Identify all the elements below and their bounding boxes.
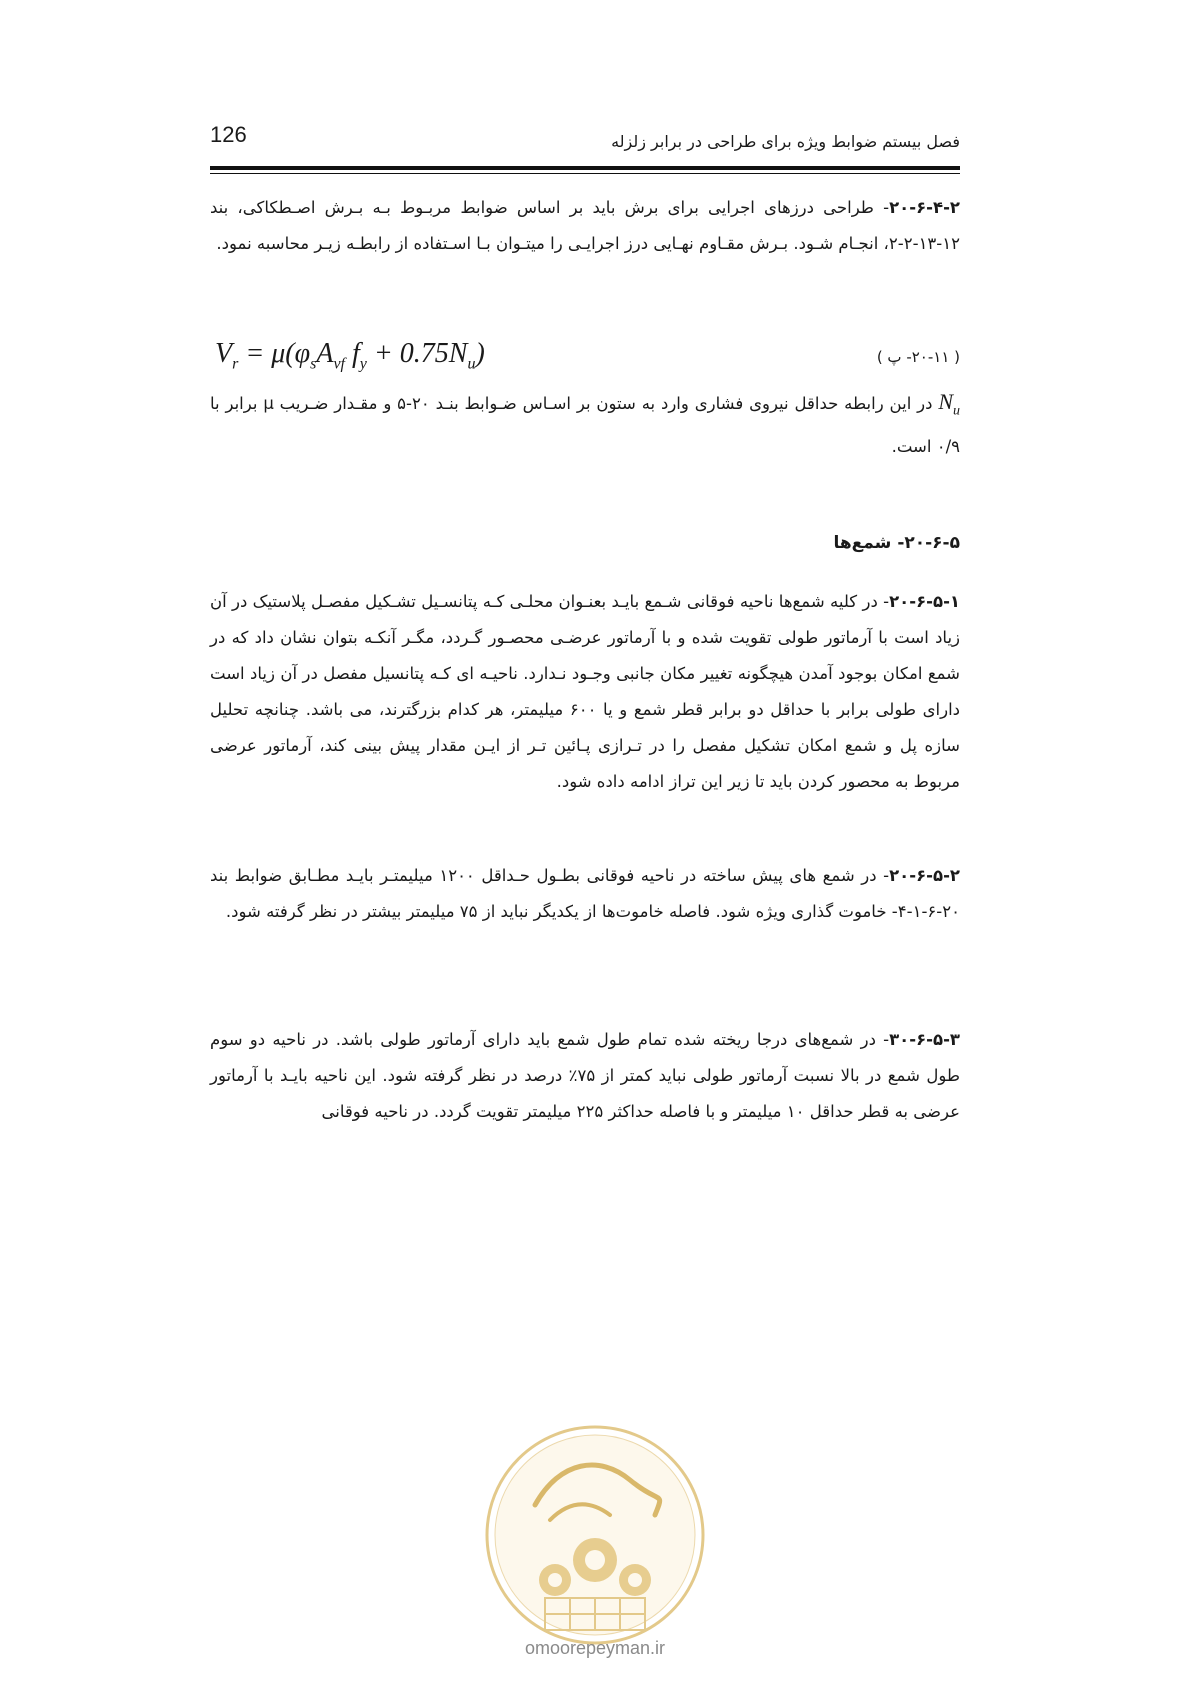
clause-number: ۲۰-۶-۴-۲ bbox=[889, 198, 960, 217]
header-rule bbox=[210, 166, 960, 170]
nu-symbol: $N_u$ bbox=[938, 389, 960, 419]
paragraph-text: در این رابطه حداقل نیروی فشاری وارد به ستون بر اسـاس ضـوابط بنـد ۲۰-۵ و مقـدار ضـریب μ برابر با ۰/۹ است. bbox=[210, 394, 960, 457]
paragraph-text: - در شمع‌های درجا ریخته شده تمام طول شمع باید دارای آرماتور طولی باشد. در ناحیه دو سوم طول شمع در بالا نسبت آرماتور طولی نباید کمتر از ۷۵٪ درصد در نظر گرفته شود. این ناحیه بایـد با آرماتور عرضی به قطر حداقل ۱۰ میلیمتر و با فاصله حداکثر ۲۲۵ میلیمتر تقویت گردد. در ناحیه فوقانی bbox=[210, 1030, 960, 1121]
website-watermark: omoorepeyman.ir bbox=[524, 1638, 666, 1658]
page-number: 126 bbox=[210, 122, 247, 147]
paragraph-text: - در کلیه شمع‌ها ناحیه فوقانی شـمع بایـد بعنـوان محلـی کـه پتانسـیل تشـکیل مفصـل پلاستیک در آن زیاد است با آرماتور طولی تقویت شده و با آرماتور عرضـی محصـور گـردد، مگـر آنکـه بتوان نشان داد که در شمع امکان بوجود آمدن هیچگونه تغییر مکان جانبی وجـود نـدارد. ناحیـه ای کـه پتانسیل مفصل در آن زیاد است دارای طولی برابر با حداقل دو برابر قطر شمع و یا ۶۰۰ میلیمتر، هر کدام بزرگترند، می باشد. چنانچه تحلیل سازه پل و شمع امکان تشکیل مفصل را در تـرازی پـائین تـر از ایـن مقدار پیش بینی کند، آرماتور عرضی مربوط به محصور کردن باید تا زیر این تراز ادامه داده شود. bbox=[210, 592, 960, 791]
paragraph-variables bbox=[210, 384, 960, 465]
running-title: فصل بیستم ضوابط ویژه برای طراحی در برابر زلزله bbox=[611, 132, 960, 151]
page-header bbox=[210, 118, 960, 166]
paragraph-cast-in-place-piles bbox=[210, 1022, 960, 1130]
paragraph-text: - طراحی درزهای اجرایی برای برش باید بر اساس ضوابط مربـوط بـه بـرش اصـطکاکی، بند ۱۲-۱۳-۲-۲، انجـام شـود. بـرش مقـاوم نهـایی درز اجرایـی را میتـوان بـا اسـتفاده از رابطـه زیـر محاسبه نمود. bbox=[210, 198, 960, 253]
shear-formula: $V_r = \mu(\varphi_sA_{vf}$ $f_y + 0.75N_u$) bbox=[215, 338, 485, 373]
paragraph-text: - در شمع های پیش ساخته در ناحیه فوقانی بطـول حـداقل ۱۲۰۰ میلیمتـر بایـد مطـابق ضوابط بند ۲۰-۶-۱-۴- خاموت گذاری ویژه شود. فاصله خاموت‌ها از یکدیگر نباید از ۷۵ میلیمتر بیشتر در نظر گرفته شود. bbox=[210, 866, 960, 921]
clause-number: ۲۰-۶-۵-۱ bbox=[889, 592, 960, 611]
clause-number: ۲۰-۶-۵-۲ bbox=[889, 866, 960, 885]
paragraph-precast-piles bbox=[210, 858, 960, 930]
equation-label: ( ۲۰-۱۱- پ ) bbox=[876, 348, 960, 366]
equation-row bbox=[210, 338, 960, 378]
seal-logo-icon bbox=[480, 1420, 710, 1650]
paragraph-construction-joints bbox=[210, 190, 960, 262]
clause-number: ۳۰-۶-۵-۳ bbox=[889, 1030, 960, 1049]
paragraph-pile-plastic-hinge bbox=[210, 584, 960, 800]
header-rule-thin bbox=[210, 173, 960, 174]
section-heading-piles: ۲۰-۶-۵- شمع‌ها bbox=[833, 533, 960, 553]
